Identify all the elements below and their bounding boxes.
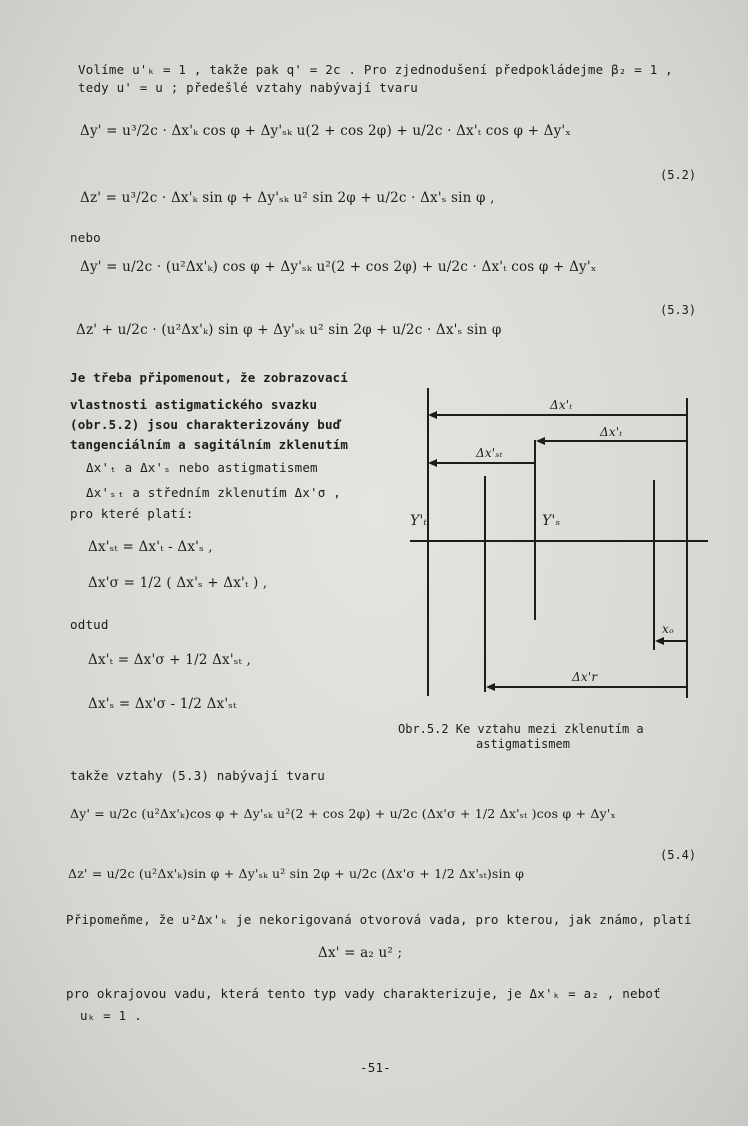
para-line-5: Δx'ₜ a Δx'ₛ nebo astigmatismem — [86, 460, 318, 475]
para-line-2: vlastnosti astigmatického svazku — [70, 397, 318, 412]
arrow-dxst-head — [428, 459, 437, 467]
word-nebo: nebo — [70, 230, 101, 245]
equation-5-3-b: Δz' + u/2c · (u²Δx'ₖ) sin φ + Δy'ₛₖ u² sin 2φ + u/2c · Δx'ₛ sin φ — [76, 322, 502, 338]
axis-horizontal — [410, 540, 708, 542]
relation-astigmatism: Δx'ₛₜ = Δx'ₜ - Δx'ₛ , — [88, 539, 213, 555]
intro-line-1: Volíme u'ₖ = 1 , takže pak q' = 2c . Pro zjednodušení předpokládejme β₂ = 1 , — [78, 62, 673, 77]
figure-caption-line-1: Obr.5.2 Ke vztahu mezi zklenutím a — [398, 722, 644, 736]
equation-5-3-a: Δy' = u/2c · (u²Δx'ₖ) cos φ + Δy'ₛₖ u²(2 + cos 2φ) + u/2c · Δx'ₜ cos φ + Δy'ₓ — [80, 259, 597, 275]
closing-line-2: pro okrajovou vadu, která tento typ vady charakterizuje, je Δx'ₖ = a₂ , neboť — [66, 986, 661, 1001]
equation-5-2-a: Δy' = u³/2c · Δx'ₖ cos φ + Δy'ₛₖ u(2 + cos 2φ) + u/2c · Δx'ₜ cos φ + Δy'ₓ — [80, 123, 572, 139]
equation-5-2-b: Δz' = u³/2c · Δx'ₖ sin φ + Δy'ₛₖ u² sin 2φ + u/2c · Δx'ₛ sin φ , — [80, 190, 495, 206]
label-ys: Y'ₛ — [542, 513, 561, 529]
line-xo-reference — [653, 480, 655, 650]
arrow-dxr-shaft — [494, 686, 688, 688]
para-line-3: (obr.5.2) jsou charakterizovány buď — [70, 417, 341, 432]
para-line-4: tangenciálním a sagitálním zklenutím — [70, 437, 349, 452]
label-dxt-mid: Δx'ₜ — [600, 425, 623, 439]
arrow-xo-shaft — [663, 640, 687, 642]
page-number: -51- — [360, 1060, 391, 1075]
label-yt: Y'ₜ — [410, 513, 428, 529]
equation-5-4-a: Δy' = u/2c (u²Δx'ₖ)cos φ + Δy'ₛₖ u²(2 + cos 2φ) + u/2c (Δx'σ + 1/2 Δx'ₛₜ )cos φ + Δy'ₓ — [70, 806, 616, 821]
label-dxt-top: Δx'ₜ — [550, 398, 573, 412]
equation-number-5-4: (5.4) — [660, 848, 697, 862]
closing-equation: Δx' = a₂ u² ; — [318, 945, 403, 961]
axis-vertical-left — [427, 388, 429, 696]
arrow-dxt-top-head — [428, 411, 437, 419]
arrow-dxr-head — [486, 683, 495, 691]
intro-5-4: takže vztahy (5.3) nabývají tvaru — [70, 768, 325, 783]
closing-line-3: uₖ = 1 . — [80, 1008, 142, 1023]
arrow-dxt-top-shaft — [436, 414, 688, 416]
equation-number-5-3: (5.3) — [660, 303, 697, 317]
closing-line-1: Připomeňme, že u²Δx'ₖ je nekorigovaná otvorová vada, pro kterou, jak známo, platí — [66, 912, 692, 927]
label-dxr: Δx'r — [572, 670, 598, 684]
relation-mean-curvature: Δx'σ = 1/2 ( Δx'ₛ + Δx'ₜ ) , — [88, 575, 268, 591]
reference-line-right — [686, 398, 688, 698]
para-line-7: pro které platí: — [70, 506, 194, 521]
figure-caption-line-2: astigmatismem — [476, 737, 570, 751]
para-line-6: Δx'ₛₜ a středním zklenutím Δx'σ , — [86, 485, 341, 500]
arrow-xo-head — [655, 637, 664, 645]
line-sagittal-focus — [534, 440, 536, 620]
intro-line-2: tedy u' = u ; předešlé vztahy nabývají tvaru — [78, 80, 418, 95]
figure-5-2 — [410, 380, 710, 710]
label-dxst: Δx'ₛₜ — [476, 446, 503, 460]
arrow-dxt-mid-shaft — [544, 440, 686, 442]
relation-tangential: Δx'ₜ = Δx'σ + 1/2 Δx'ₛₜ , — [88, 652, 252, 668]
word-odtud: odtud — [70, 617, 109, 632]
line-tangential-focus — [484, 476, 486, 692]
label-xo: xₒ — [662, 622, 674, 636]
arrow-dxt-mid-head — [536, 437, 545, 445]
relation-sagittal: Δx'ₛ = Δx'σ - 1/2 Δx'ₛₜ — [88, 696, 237, 712]
equation-number-5-2: (5.2) — [660, 168, 697, 182]
para-line-1: Je třeba připomenout, že zobrazovací — [70, 370, 349, 385]
equation-5-4-b: Δz' = u/2c (u²Δx'ₖ)sin φ + Δy'ₛₖ u² sin 2φ + u/2c (Δx'σ + 1/2 Δx'ₛₜ)sin φ — [68, 866, 525, 881]
arrow-dxst-shaft — [436, 462, 536, 464]
